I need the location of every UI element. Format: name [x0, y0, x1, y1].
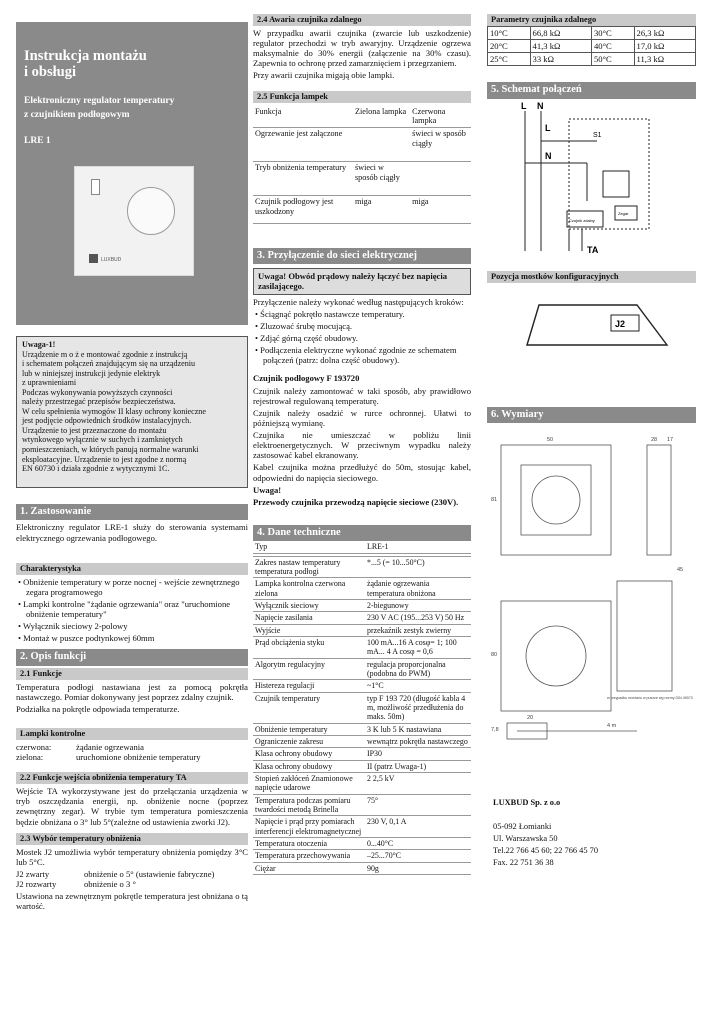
- bullet-icon: •: [255, 320, 261, 331]
- section-1-title: 1. Zastosowanie: [16, 504, 248, 520]
- warning-line: eksploatacyjne. Urządzenie to jest zgodne z normą: [22, 454, 187, 464]
- dimension-label: 7,8: [491, 727, 499, 734]
- connection-steps: [253, 309, 471, 366]
- cover-panel: [16, 22, 248, 325]
- table-row: [253, 760, 471, 772]
- bullet-icon: •: [255, 332, 261, 343]
- list-item: [253, 333, 471, 343]
- table-cell: Temperatura otoczenia: [253, 837, 365, 849]
- step-text: Zdjąć górną część obudowy.: [260, 332, 358, 343]
- wiring-label-zegar: Zegar: [618, 210, 629, 216]
- table-cell: 41,3 kΩ: [530, 40, 591, 53]
- table-cell: 20°C: [488, 40, 531, 53]
- dimension-label: 50: [547, 437, 554, 444]
- table-cell: 26,3 kΩ: [634, 26, 695, 39]
- wiring-label-n: N: [537, 100, 544, 111]
- table-cell: 75°: [365, 794, 471, 816]
- table-cell: Wyjście: [253, 624, 365, 636]
- table-row: [488, 40, 696, 53]
- table-cell: Lampka kontrolna czerwona zielona: [253, 578, 365, 600]
- company-tel: Tel.22 766 45 60; 22 766 45 70: [493, 845, 599, 855]
- warning-line: Urządzenie to jest przeznaczone do montażu: [22, 425, 167, 435]
- section-2-3-note: Ustawiona na zewnętrznym pokrętle temperatura jest obniżana o tą wartość.: [16, 891, 248, 912]
- section-3-warning: Uwaga! Obwód prądowy należy łączyć bez napięcia zasilającego.: [253, 268, 471, 294]
- device-logo: LUXBUD: [101, 256, 122, 263]
- warning-title: Uwaga-1!: [22, 340, 56, 349]
- params-table: [487, 26, 696, 66]
- dimension-label: 81: [491, 497, 498, 504]
- table-cell: Wyłącznik sieciowy: [253, 600, 365, 612]
- table-row: [253, 658, 471, 680]
- table-cell: IP30: [365, 748, 471, 760]
- list-item: [253, 345, 471, 365]
- step-text: Podłączenia elektryczne wykonać zgodnie ze schematem połączeń (patrz: dolna część obudowy).: [260, 345, 457, 366]
- section-2-1-title: 2.1 Funkcje: [16, 668, 248, 680]
- j2-option-key: J2 zwarty: [16, 868, 50, 879]
- lamps-table-header: Funkcja Zielona lampka Czerwona lampka: [253, 106, 471, 128]
- j2-options: [16, 869, 248, 889]
- sensor-text-3: Czujnika nie umieszczać w pobliżu linii elektroenergetycznych. W przeciwnym wypadku należy zastosować kabel ekranowany.: [253, 430, 471, 461]
- section-6-title: 6. Wymiary: [487, 407, 696, 423]
- table-cell: 17,0 kΩ: [634, 40, 695, 53]
- dimension-label: w przypadku montażu w puszce wg normy DIN 49073: [607, 696, 693, 701]
- device-image: [74, 166, 194, 276]
- table-row: Ogrzewanie jest załączone świeci w sposób ciągły: [253, 127, 471, 161]
- sensor-warning-title: Uwaga!: [253, 484, 282, 495]
- table-cell: wewnątrz pokrętła nastawczego: [365, 736, 471, 748]
- table-cell: 3 K lub 5 K nastawiana: [365, 723, 471, 735]
- table-cell: 2-biegunowy: [365, 600, 471, 612]
- table-cell: typ F 193 720 (długość kabla 4 m, możliwość przedłużenia do maks. 50m): [365, 692, 471, 723]
- dimension-label: 80: [491, 652, 498, 659]
- bullet-icon: •: [255, 308, 261, 319]
- table-cell: żądanie ogrzewania temperatura obniżona: [365, 578, 471, 600]
- charakterystyka-title: Charakterystyka: [16, 563, 248, 575]
- list-item: [253, 321, 471, 331]
- table-cell: Zakres nastaw temperatury temperatura podłogi: [253, 556, 365, 578]
- dimensions-drawing: [487, 431, 696, 751]
- tech-data-table: [253, 541, 471, 875]
- warning-line: i schematem połączeń znajdującym się na urządzeniu: [22, 359, 196, 369]
- table-row: [253, 541, 471, 553]
- table-cell: Typ: [253, 541, 365, 553]
- table-row: [253, 748, 471, 760]
- lamps-table: [253, 106, 471, 224]
- table-cell: 100 mA...16 A cosφ= 1; 100 mA... 4 A cosφ = 0,6: [365, 637, 471, 659]
- table-row: [253, 862, 471, 874]
- charakterystyka-list: [16, 577, 248, 644]
- table-cell: Algorytm regulacyjny: [253, 658, 365, 680]
- dimension-label: 4 m: [607, 723, 617, 730]
- table-cell: 11,3 kΩ: [634, 53, 695, 66]
- section-3-intro: Przyłączenie należy wykonać według następujących kroków:: [253, 296, 464, 307]
- table-cell: ~1°C: [365, 680, 471, 692]
- table-row: Tryb obniżenia temperatury świeci w sposób ciągły: [253, 161, 471, 195]
- list-item: [253, 309, 471, 319]
- table-cell: Stopień zakłóceń Znamionowe napięcie udarowe: [253, 772, 365, 794]
- cover-model: LRE 1: [24, 136, 51, 147]
- section-2-1-text: Temperatura podłogi nastawiana jest za pomocą pokrętła nastawczego. Pomiar dokonywany jest poprzez zdalny czujnik.: [16, 681, 248, 702]
- table-cell: Ograniczenie zakresu: [253, 736, 365, 748]
- section-2-1-scale: Podziałka na pokrętle odpowiada temperaturze.: [16, 703, 180, 714]
- list-item: [16, 869, 248, 879]
- cover-subtitle: Elektroniczny regulator temperatury z czujnikiem podłogowym: [24, 95, 175, 120]
- lamp-green: zielona: uruchomione obniżenie temperatury: [16, 752, 201, 763]
- column-right: [487, 0, 696, 867]
- jumper-title: Pozycja mostków konfiguracyjnych: [487, 271, 696, 283]
- warning-line: W celu spełnienia wymogów II klasy ochrony konieczne: [22, 406, 206, 416]
- sensor-warning: Przewody czujnika przewodzą napięcie sieciowe (230V).: [253, 496, 459, 507]
- sensor-text-2: Czujnik należy osadzić w rurce ochronnej. Ułatwi to późniejszą wymianę.: [253, 407, 471, 428]
- device-switch: [91, 179, 100, 195]
- list-item: • Obniżenie temperatury w porze nocnej - wejście zewnętrznego zegara programowego: [18, 576, 240, 597]
- warning-line: wtynkowego wyłącznie w suchych i zamkniętych: [22, 435, 183, 445]
- company-fax: Fax. 22 751 36 38: [493, 857, 554, 867]
- section-5-title: 5. Schemat połączeń: [487, 82, 696, 98]
- table-row: [253, 736, 471, 748]
- table-cell: 230 V AC (195...253 V) 50 Hz: [365, 612, 471, 624]
- wiring-label-l: L: [521, 100, 527, 111]
- company-info: [493, 798, 598, 868]
- sensor-title: Czujnik podłogowy F 193720: [253, 373, 360, 384]
- column-left: [16, 0, 248, 914]
- section-2-3-text: Mostek J2 umożliwia wybór temperatury obniżenia pomiędzy 3°C lub 5°C.: [16, 846, 248, 867]
- section-2-2-title: 2.2 Funkcje wejścia obniżenia temperatury TA: [16, 772, 248, 784]
- table-cell: regulacja proporcjonalna (podobna do PWM): [365, 658, 471, 680]
- table-cell: LRE-1: [365, 541, 471, 553]
- cover-title: Instrukcja montażu i obsługi: [24, 48, 147, 80]
- table-row: [253, 637, 471, 659]
- table-row: [253, 850, 471, 862]
- table-cell: 25°C: [488, 53, 531, 66]
- dimension-label: 17: [667, 437, 674, 444]
- table-cell: 0...40°C: [365, 837, 471, 849]
- table-row: [488, 26, 696, 39]
- table-cell: przekaźnik zestyk zwierny: [365, 624, 471, 636]
- table-cell: Napięcie zasilania: [253, 612, 365, 624]
- list-item: • Wyłącznik sieciowy 2-polowy: [18, 621, 128, 632]
- table-cell: 30°C: [591, 26, 634, 39]
- table-cell: 2 2,5 kV: [365, 772, 471, 794]
- device-knob: [127, 187, 175, 235]
- list-item: [16, 879, 248, 889]
- table-row: [253, 600, 471, 612]
- warning-line: EN 60730 i działa zgodnie z wytycznymi 1C.: [22, 464, 170, 474]
- lamps-title: Lampki kontrolne: [16, 728, 248, 740]
- list-item: • Montaż w puszce podtynkowej 60mm: [18, 633, 155, 644]
- params-title: Parametry czujnika zdalnego: [487, 14, 696, 26]
- section-4-title: 4. Dane techniczne: [253, 525, 471, 541]
- wiring-label-n2: N: [545, 150, 552, 161]
- table-row: [253, 816, 471, 838]
- table-row: [253, 794, 471, 816]
- warning-line: Podczas wykonywania powyższych czynności: [22, 387, 173, 397]
- company-address2: Ul. Warszawska 50: [493, 833, 558, 843]
- table-cell: Ciężar: [253, 862, 365, 874]
- device-logo-mark: [89, 254, 98, 263]
- j2-option-key: J2 rozwarty: [16, 879, 57, 890]
- jumper-label: J2: [615, 318, 626, 329]
- wiring-label-ta: TA: [587, 244, 599, 255]
- table-row: [253, 692, 471, 723]
- table-cell: 10°C: [488, 26, 531, 39]
- table-cell: 40°C: [591, 40, 634, 53]
- warning-line: pomieszczeniach, w których panują normalne warunki: [22, 445, 199, 455]
- table-cell: 230 V, 0,1 A: [365, 816, 471, 838]
- table-row: [253, 556, 471, 578]
- company-name: LUXBUD Sp. z o.o: [493, 798, 561, 807]
- j2-option-value: obniżenie o 3 °: [84, 879, 136, 890]
- section-2-3-title: 2.3 Wybór temperatury obniżenia: [16, 833, 248, 845]
- section-3-title: 3. Przyłączenie do sieci elektrycznej: [253, 248, 471, 264]
- sensor-text-1: Czujnik należy zamontować w taki sposób, aby prawidłowo rejestrował regulowaną temperaturę.: [253, 385, 471, 406]
- wiring-diagram: [507, 101, 667, 261]
- section-2-2-text: Wejście TA wykorzystywane jest do przełączania urządzenia w tryb oszczędzania energii, np. obniżenie nocne (poprzez zewnętrzny zegar). W trybie tym temperatura pomieszczenia będzie obniżana o 3° lub 5°(zależne od ustawienia zworki J2).: [16, 786, 248, 827]
- table-cell: Napięcie i prąd przy pomiarach interferencji elektromagnetycznej: [253, 816, 365, 838]
- warning-line: Urządzenie m o ż e montować zgodnie z instrukcją: [22, 349, 188, 359]
- lamp-red: czerwona: żądanie ogrzewania: [16, 742, 144, 753]
- table-cell: *...5 (= 10...50°C): [365, 556, 471, 578]
- table-cell: Temperatura przechowywania: [253, 850, 365, 862]
- section-2-4-text: W przypadku awarii czujnika (zwarcie lub uszkodzenie) regulator przechodzi w tryb awaryjny. Urządzenie ogrzewa maksymalnie do 30% energii (załączenie na 30% czasu). Zapewnia to ochronę przed zamarznięciem i przegrzaniem.: [253, 27, 471, 69]
- warning-line: jest podjęcie odpowiednich środków instalacyjnych.: [22, 416, 192, 426]
- table-cell: Czujnik temperatury: [253, 692, 365, 723]
- warning-line: lub w niniejszej instrukcji jedynie elektryk: [22, 368, 161, 378]
- table-cell: Histereza regulacji: [253, 680, 365, 692]
- table-row: [253, 612, 471, 624]
- dimension-label: 20: [527, 715, 534, 722]
- table-row: [253, 578, 471, 600]
- step-text: Ściągnąć pokrętło nastawcze temperatury.: [260, 308, 405, 319]
- warning-line: z uprawnieniami: [22, 378, 77, 388]
- table-cell: Temperatura podczas pomiaru twardości metodą Brinella: [253, 794, 365, 816]
- step-text: Zluzować śrubę mocującą.: [260, 320, 353, 331]
- table-row: [253, 837, 471, 849]
- warning-box: [16, 336, 248, 488]
- list-item: • Lampki kontrolne "żądanie ogrzewania" oraz "uruchomione obniżenie temperatury": [18, 598, 231, 619]
- sensor-text-4: Kabel czujnika można przedłużyć do 50m, stosując kabel, odpowiedni do napięcia sieciowego.: [253, 462, 471, 483]
- table-row: [253, 772, 471, 794]
- bullet-icon: •: [255, 345, 261, 356]
- wiring-label-l2: L: [545, 122, 551, 133]
- company-address1: 05-092 Łomianki: [493, 821, 552, 831]
- table-cell: 90g: [365, 862, 471, 874]
- wiring-label-s1: S1: [593, 131, 602, 139]
- table-cell: 66,8 kΩ: [530, 26, 591, 39]
- table-cell: 33 kΩ: [530, 53, 591, 66]
- table-row: [253, 624, 471, 636]
- column-middle: [253, 0, 471, 875]
- table-row: [253, 723, 471, 735]
- table-cell: Obniżenie temperatury: [253, 723, 365, 735]
- table-cell: –25...70°C: [365, 850, 471, 862]
- section-2-title: 2. Opis funkcji: [16, 649, 248, 665]
- table-cell: Prąd obciążenia styku: [253, 637, 365, 659]
- j2-option-value: obniżenie o 5° (ustawienie fabryczne): [84, 868, 215, 879]
- dimension-label: 28: [651, 437, 658, 444]
- wiring-label-czujnik: Czujnik zdalny: [569, 217, 595, 223]
- section-2-4-note: Przy awarii czujnika migają obie lampki.: [253, 70, 395, 81]
- section-1-text: Elektroniczny regulator LRE-1 służy do sterowania systemami elektrycznego ogrzewania podłogowego.: [16, 522, 248, 543]
- table-cell: Klasa ochrony obudowy: [253, 748, 365, 760]
- table-row: Czujnik podłogowy jest uszkodzony miga miga: [253, 195, 471, 223]
- warning-line: należy przestrzegać przepisów bezpieczeństwa.: [22, 397, 176, 407]
- table-row: [488, 53, 696, 66]
- dimension-label: 45: [677, 567, 684, 574]
- table-row: [253, 680, 471, 692]
- table-cell: Klasa ochrony obudowy: [253, 760, 365, 772]
- jumper-diagram: [487, 285, 687, 365]
- section-2-5-title: 2.5 Funkcja lampek: [253, 91, 471, 103]
- section-2-4-title: 2.4 Awaria czujnika zdalnego: [253, 14, 471, 26]
- warning-lines: [22, 350, 242, 474]
- table-cell: 50°C: [591, 53, 634, 66]
- table-cell: II (patrz Uwaga-1): [365, 760, 471, 772]
